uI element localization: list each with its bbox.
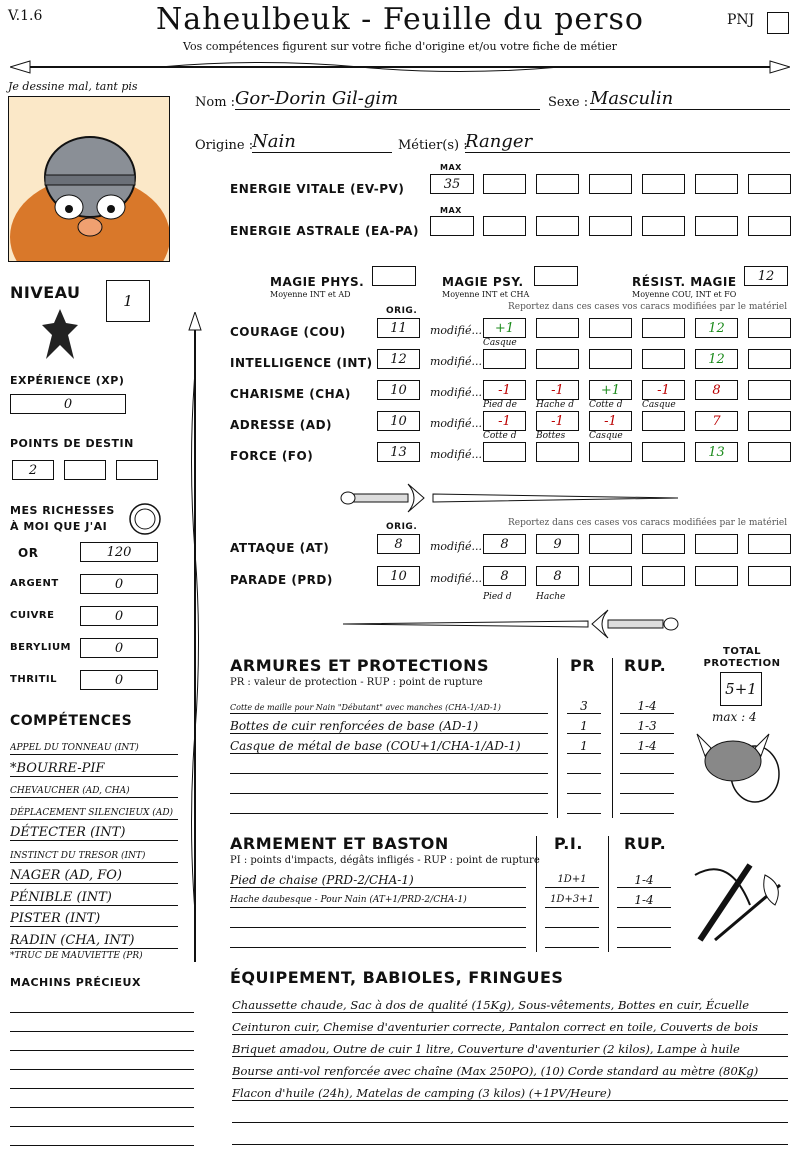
- ev-box[interactable]: [483, 174, 526, 194]
- combat-label: ATTAQUE (AT): [230, 541, 330, 555]
- nom-label: Nom :: [195, 95, 236, 110]
- ev-label: ENERGIE VITALE (EV-PV): [230, 182, 405, 196]
- stat-label: CHARISME (CHA): [230, 387, 351, 401]
- equipment-line[interactable]: Bourse anti-vol renforcée avec chaîne (Max 250PO), (10) Corde standard au mètre (80Kg): [232, 1059, 788, 1079]
- spear-icon: [186, 312, 204, 972]
- divider: [536, 836, 537, 952]
- stat-modified-field[interactable]: [536, 442, 579, 462]
- ea-max-label: MAX: [440, 206, 462, 215]
- stat-orig-field[interactable]: 11: [377, 318, 420, 338]
- modifie-label: modifié...: [430, 355, 482, 368]
- total-protection-label: TOTAL PROTECTION: [703, 646, 781, 669]
- stat-label: ADRESSE (AD): [230, 418, 333, 432]
- modifie-label: modifié...: [430, 324, 482, 337]
- origine-label: Origine :: [195, 138, 254, 153]
- ea-box[interactable]: [695, 216, 738, 236]
- machins-line[interactable]: [10, 1050, 194, 1051]
- ev-box[interactable]: [748, 174, 791, 194]
- machins-line[interactable]: [10, 1088, 194, 1089]
- armement-rup-header: RUP.: [624, 834, 667, 853]
- stat-modified-field[interactable]: [748, 442, 791, 462]
- modifie-label: modifié...: [430, 540, 482, 553]
- armures-pr-header: PR: [570, 656, 596, 675]
- competence-item: RADIN (CHA, INT): [10, 930, 178, 949]
- armure-rup[interactable]: [620, 794, 674, 814]
- ea-label: ENERGIE ASTRALE (EA-PA): [230, 224, 419, 238]
- stat-modified-field[interactable]: [748, 349, 791, 369]
- ev-max-field[interactable]: 35: [430, 174, 474, 194]
- ev-box[interactable]: [589, 174, 632, 194]
- stat-label: INTELLIGENCE (INT): [230, 356, 373, 370]
- portrait-caption: Je dessine mal, tant pis: [8, 80, 138, 93]
- magie-psy-field[interactable]: [534, 266, 578, 286]
- weapon-rup[interactable]: [617, 908, 671, 928]
- combat-modified-field[interactable]: [695, 566, 738, 586]
- armure-name[interactable]: [230, 774, 548, 794]
- divider: [608, 836, 609, 952]
- armure-pr[interactable]: 1: [567, 734, 601, 754]
- sword-icon: [338, 608, 683, 640]
- armure-name[interactable]: [230, 754, 548, 774]
- ea-box[interactable]: [642, 216, 685, 236]
- money-field[interactable]: 0: [80, 574, 158, 594]
- modifier-source: Pied de: [483, 400, 517, 410]
- armement-pi-header: P.I.: [554, 834, 583, 853]
- money-field[interactable]: 0: [80, 670, 158, 690]
- resist-magie-field[interactable]: 12: [744, 266, 788, 286]
- stat-modified-field[interactable]: [748, 318, 791, 338]
- weapon-name[interactable]: Hache daubesque - Pour Nain (AT+1/PRD-2/CHA-1): [230, 888, 526, 908]
- armure-pr[interactable]: [567, 774, 601, 794]
- niveau-label: NIVEAU: [10, 283, 81, 302]
- armure-name[interactable]: Cotte de maille pour Nain "Débutant" avec manches (CHA-1/AD-1): [230, 694, 548, 714]
- modifier-source: Bottes: [536, 431, 566, 441]
- competence-item: DÉTECTER (INT): [10, 822, 178, 841]
- stat-modified-field[interactable]: +1: [589, 380, 632, 400]
- resist-magie-label: RÉSIST. MAGIE: [632, 275, 737, 289]
- equipment-line[interactable]: Ceinturon cuir, Chemise d'aventurier correcte, Pantalon correct en toile, Couverts de bois: [232, 1015, 788, 1035]
- pnj-label: PNJ: [727, 12, 755, 28]
- equipment-line[interactable]: Briquet amadou, Outre de cuir 1 litre, Couverture d'aventurier (2 kilos), Lampe à huile: [232, 1037, 788, 1057]
- competence-item: PISTER (INT): [10, 908, 178, 927]
- weapon-pi[interactable]: 1D+3+1: [545, 888, 599, 908]
- stats-report-note: Reportez dans ces cases vos caracs modifiées par le matériel: [508, 302, 788, 312]
- machins-line[interactable]: [10, 1107, 194, 1108]
- ev-max-label: MAX: [440, 163, 462, 172]
- machins-line[interactable]: [10, 1031, 194, 1032]
- competence-item: *BOURRE-PIF: [10, 758, 178, 777]
- money-field[interactable]: 0: [80, 606, 158, 626]
- stat-modified-field[interactable]: +1: [483, 318, 526, 338]
- xp-label: EXPÉRIENCE (XP): [10, 374, 125, 387]
- combat-modified-field[interactable]: [589, 534, 632, 554]
- combat-modified-field[interactable]: [748, 534, 791, 554]
- armure-name[interactable]: Bottes de cuir renforcées de base (AD-1): [230, 714, 548, 734]
- combat-modified-field[interactable]: [642, 566, 685, 586]
- sexe-field[interactable]: Masculin: [590, 88, 790, 110]
- equipment-line[interactable]: [232, 1125, 788, 1145]
- helmet-shield-icon: [695, 726, 785, 806]
- armure-rup[interactable]: [620, 754, 674, 774]
- competence-item: NAGER (AD, FO): [10, 865, 178, 884]
- combat-modified-field[interactable]: 8: [483, 534, 526, 554]
- sexe-label: Sexe :: [548, 95, 589, 110]
- modifie-label: modifié...: [430, 572, 482, 585]
- destin-field[interactable]: 2: [12, 460, 54, 480]
- stat-modified-field[interactable]: 13: [695, 442, 738, 462]
- competence-note: *TRUC DE MAUVIETTE (PR): [10, 951, 143, 961]
- ea-box[interactable]: [748, 216, 791, 236]
- weapon-name[interactable]: [230, 928, 526, 948]
- armures-note: PR : valeur de protection - RUP : point de rupture: [230, 677, 483, 688]
- machins-label: MACHINS PRÉCIEUX: [10, 976, 141, 989]
- stats-orig-label: ORIG.: [386, 306, 418, 316]
- ev-box[interactable]: [642, 174, 685, 194]
- stat-modified-field[interactable]: [642, 349, 685, 369]
- stat-modified-field[interactable]: [483, 442, 526, 462]
- money-field[interactable]: 0: [80, 638, 158, 658]
- page-subtitle: Vos compétences figurent sur votre fiche d'origine et/ou votre fiche de métier: [183, 40, 617, 53]
- modifier-source: Cotte d: [483, 431, 517, 441]
- metier-field[interactable]: Ranger: [465, 131, 790, 153]
- stat-modified-field[interactable]: 8: [695, 380, 738, 400]
- modifie-label: modifié...: [430, 386, 482, 399]
- money-label: THRITIL: [10, 674, 58, 685]
- portrait-image: [8, 96, 170, 262]
- ev-box[interactable]: [695, 174, 738, 194]
- competence-item: DÉPLACEMENT SILENCIEUX (AD): [10, 801, 178, 820]
- armement-note: PI : points d'impacts, dégâts infligés - RUP : point de rupture: [230, 855, 540, 866]
- armure-pr[interactable]: 3: [567, 694, 601, 714]
- niveau-field[interactable]: 1: [106, 280, 150, 322]
- competences-label: COMPÉTENCES: [10, 713, 133, 729]
- armures-rup-header: RUP.: [624, 656, 667, 675]
- stat-orig-field[interactable]: 12: [377, 349, 420, 369]
- stat-modified-field[interactable]: -1: [642, 380, 685, 400]
- destin-field[interactable]: [64, 460, 106, 480]
- sword-icon: [338, 480, 683, 516]
- armure-rup[interactable]: 1-3: [620, 714, 674, 734]
- modifier-source: Casque: [642, 400, 676, 410]
- magie-phys-label: MAGIE PHYS.: [270, 275, 365, 289]
- modifier-source: Casque: [483, 338, 517, 348]
- armure-pr[interactable]: [567, 754, 601, 774]
- stat-modified-field[interactable]: [589, 318, 632, 338]
- stat-modified-field[interactable]: [748, 380, 791, 400]
- stat-modified-field[interactable]: -1: [536, 380, 579, 400]
- stat-modified-field[interactable]: -1: [483, 380, 526, 400]
- armure-name[interactable]: Casque de métal de base (COU+1/CHA-1/AD-1): [230, 734, 548, 754]
- weapon-pi[interactable]: [545, 908, 599, 928]
- armure-name[interactable]: [230, 794, 548, 814]
- modifie-label: modifié...: [430, 417, 482, 430]
- money-label: OR: [18, 546, 39, 560]
- origine-field[interactable]: Nain: [252, 131, 392, 153]
- combat-modified-field[interactable]: 8: [483, 566, 526, 586]
- stat-modified-field[interactable]: [642, 411, 685, 431]
- stat-orig-field[interactable]: 10: [377, 380, 420, 400]
- page-title: Naheulbeuk - Feuille du perso: [156, 2, 644, 37]
- armure-rup[interactable]: 1-4: [620, 734, 674, 754]
- equipment-line[interactable]: Chaussette chaude, Sac à dos de qualité (15Kg), Sous-vêtements, Bottes en cuir, Écuelle: [232, 993, 788, 1013]
- stat-label: COURAGE (COU): [230, 325, 346, 339]
- coin-icon: [128, 502, 162, 536]
- armure-rup[interactable]: [620, 774, 674, 794]
- money-label: CUIVRE: [10, 610, 55, 621]
- stat-modified-field[interactable]: [536, 349, 579, 369]
- combat-label: PARADE (PRD): [230, 573, 333, 587]
- money-label: ARGENT: [10, 578, 59, 589]
- ea-max-field[interactable]: [430, 216, 474, 236]
- destin-label: POINTS DE DESTIN: [10, 437, 134, 450]
- equipment-line[interactable]: Flacon d'huile (24h), Matelas de camping (3 kilos) (+1PV/Heure): [232, 1081, 788, 1101]
- machins-line[interactable]: [10, 1012, 194, 1013]
- stat-modified-field[interactable]: [536, 318, 579, 338]
- competence-item: APPEL DU TONNEAU (INT): [10, 736, 178, 755]
- weapon-rup[interactable]: 1-4: [617, 888, 671, 908]
- stat-modified-field[interactable]: [642, 318, 685, 338]
- stat-modified-field[interactable]: 12: [695, 318, 738, 338]
- magie-psy-label: MAGIE PSY.: [442, 275, 524, 289]
- resist-magie-note: Moyenne COU, INT et FO: [632, 290, 737, 299]
- machins-line[interactable]: [10, 1145, 194, 1146]
- combat-modified-field[interactable]: [748, 566, 791, 586]
- combat-orig-field[interactable]: 10: [377, 566, 420, 586]
- machins-line[interactable]: [10, 1126, 194, 1127]
- stat-modified-field[interactable]: [642, 442, 685, 462]
- divider: [557, 658, 558, 818]
- stat-modified-field[interactable]: [483, 349, 526, 369]
- machins-line[interactable]: [10, 1069, 194, 1070]
- weapon-rup[interactable]: [617, 928, 671, 948]
- ea-box[interactable]: [536, 216, 579, 236]
- combat-report-note: Reportez dans ces cases vos caracs modifiées par le matériel: [508, 518, 788, 528]
- modifier-source: Hache d: [536, 400, 574, 410]
- nom-field[interactable]: Gor-Dorin Gil-gim: [235, 88, 540, 110]
- destin-field[interactable]: [116, 460, 158, 480]
- ea-box[interactable]: [483, 216, 526, 236]
- stat-orig-field[interactable]: 10: [377, 411, 420, 431]
- stat-modified-field[interactable]: [589, 349, 632, 369]
- richesses-label: MES RICHESSES: [10, 504, 115, 517]
- stat-modified-field[interactable]: [748, 411, 791, 431]
- armure-pr[interactable]: [567, 794, 601, 814]
- dwarf-portrait-icon: [9, 97, 170, 262]
- version-label: V.1.6: [8, 8, 43, 24]
- magie-psy-note: Moyenne INT et CHA: [442, 290, 530, 299]
- weapon-name[interactable]: Pied de chaise (PRD-2/CHA-1): [230, 868, 526, 888]
- modifie-label: modifié...: [430, 448, 482, 461]
- stat-modified-field[interactable]: -1: [536, 411, 579, 431]
- competence-item: INSTINCT DU TRESOR (INT): [10, 844, 178, 863]
- weapon-pi[interactable]: [545, 928, 599, 948]
- armure-rup[interactable]: 1-4: [620, 694, 674, 714]
- armement-label: ARMEMENT ET BASTON: [230, 834, 449, 853]
- stat-orig-field[interactable]: 13: [377, 442, 420, 462]
- combat-orig-field[interactable]: 8: [377, 534, 420, 554]
- ea-box[interactable]: [589, 216, 632, 236]
- stat-modified-field[interactable]: -1: [483, 411, 526, 431]
- weapons-icon: [690, 855, 790, 945]
- modifier-source: Casque: [589, 431, 623, 441]
- xp-field[interactable]: 0: [10, 394, 126, 414]
- money-field[interactable]: 120: [80, 542, 158, 562]
- competence-item: CHEVAUCHER (AD, CHA): [10, 779, 178, 798]
- armure-pr[interactable]: 1: [567, 714, 601, 734]
- equipement-label: ÉQUIPEMENT, BABIOLES, FRINGUES: [230, 968, 564, 987]
- total-protection-max: max : 4: [712, 710, 757, 724]
- magie-phys-field[interactable]: [372, 266, 416, 286]
- combat-modified-field[interactable]: [589, 566, 632, 586]
- combat-modified-field[interactable]: 8: [536, 566, 579, 586]
- combat-modified-field[interactable]: [695, 534, 738, 554]
- dragon-icon: [38, 305, 82, 363]
- modifier-source: Cotte d: [589, 400, 623, 410]
- total-protection-field[interactable]: 5+1: [720, 672, 762, 706]
- money-label: BERYLIUM: [10, 642, 72, 653]
- stat-modified-field[interactable]: [589, 442, 632, 462]
- stat-modified-field[interactable]: -1: [589, 411, 632, 431]
- richesses-sublabel: À MOI QUE J'AI: [10, 520, 108, 533]
- stat-label: FORCE (FO): [230, 449, 314, 463]
- combat-modified-field[interactable]: [642, 534, 685, 554]
- pnj-checkbox[interactable]: [767, 12, 789, 34]
- armures-label: ARMURES ET PROTECTIONS: [230, 656, 489, 675]
- weapon-rup[interactable]: 1-4: [617, 868, 671, 888]
- ev-box[interactable]: [536, 174, 579, 194]
- metier-label: Métier(s) :: [398, 138, 468, 153]
- magie-phys-note: Moyenne INT et AD: [270, 290, 351, 299]
- weapon-name[interactable]: [230, 908, 526, 928]
- equipment-line[interactable]: [232, 1103, 788, 1123]
- combat-orig-label: ORIG.: [386, 522, 418, 532]
- combat-modified-field[interactable]: 9: [536, 534, 579, 554]
- stat-modified-field[interactable]: 7: [695, 411, 738, 431]
- combat-caption: Hache: [536, 592, 566, 602]
- spear-divider-icon: [10, 56, 790, 78]
- competence-item: PÉNIBLE (INT): [10, 887, 178, 906]
- weapon-pi[interactable]: 1D+1: [545, 868, 599, 888]
- combat-caption: Pied d: [483, 592, 512, 602]
- divider: [612, 658, 613, 818]
- stat-modified-field[interactable]: 12: [695, 349, 738, 369]
